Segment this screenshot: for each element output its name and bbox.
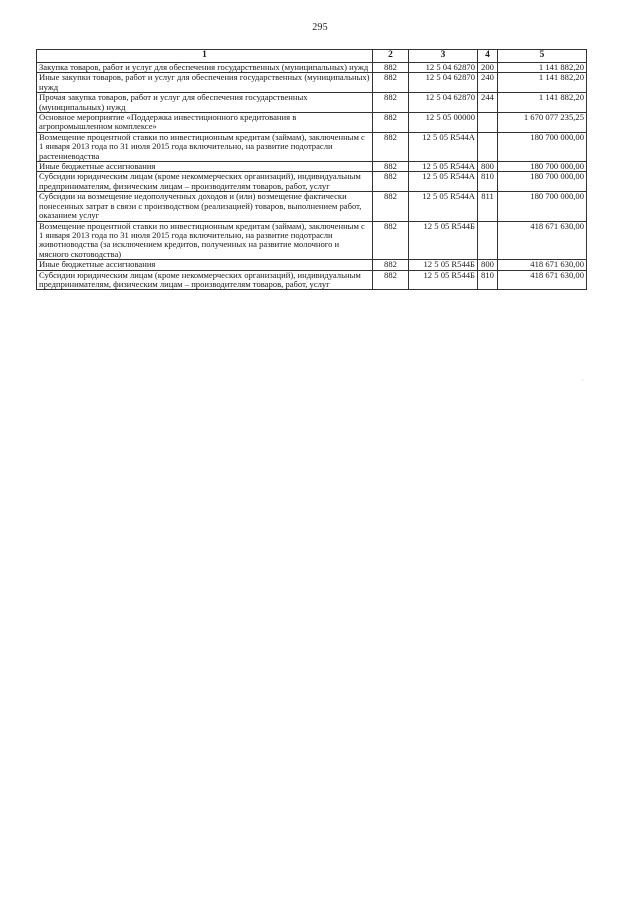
budget-table (36, 49, 587, 290)
row-csr-cell: 12 5 05 R544Б (409, 270, 478, 290)
table-row (37, 192, 587, 221)
row-vr-cell (478, 113, 498, 133)
row-sum-cell: 180 700 000,00 (498, 172, 587, 192)
row-name-cell: Основное мероприятие «Поддержка инвестиционного кредитования в агропромышленном комплексе» (37, 113, 373, 133)
row-name-cell: Иные закупки товаров, работ и услуг для обеспечения государственных (муниципальных) нужд (37, 73, 373, 93)
table-row (37, 132, 587, 161)
row-sum-cell: 1 141 882,20 (498, 63, 587, 73)
table-row (37, 260, 587, 270)
row-name-cell: Иные бюджетные ассигнования (37, 162, 373, 172)
row-sum-cell: 418 671 630,00 (498, 270, 587, 290)
row-name-cell: Субсидии юридическим лицам (кроме некоммерческих организаций), индивидуальным предпринимателям, физическим лицам – производителям товаров, работ, услуг (37, 270, 373, 290)
table-header (37, 50, 587, 63)
row-sum-cell: 418 671 630,00 (498, 260, 587, 270)
row-sum-cell: 1 141 882,20 (498, 73, 587, 93)
row-csr-cell: 12 5 05 R544А (409, 192, 478, 221)
header-col-1: 1 (37, 50, 373, 63)
header-col-5: 5 (498, 50, 587, 63)
table-body (37, 63, 587, 290)
row-sum-cell: 418 671 630,00 (498, 221, 587, 260)
row-csr-cell: 12 5 05 R544А (409, 162, 478, 172)
row-sum-cell: 180 700 000,00 (498, 132, 587, 161)
row-name-cell: Иные бюджетные ассигнования (37, 260, 373, 270)
row-grbs-cell: 882 (373, 221, 409, 260)
table-row (37, 270, 587, 290)
row-grbs-cell: 882 (373, 162, 409, 172)
row-csr-cell: 12 5 05 00000 (409, 113, 478, 133)
row-grbs-cell: 882 (373, 192, 409, 221)
table-row (37, 93, 587, 113)
row-csr-cell: 12 5 05 R544А (409, 172, 478, 192)
row-grbs-cell: 882 (373, 73, 409, 93)
table-row (37, 63, 587, 73)
row-sum-cell: 180 700 000,00 (498, 192, 587, 221)
row-vr-cell: 240 (478, 73, 498, 93)
stray-mark: · (582, 378, 584, 384)
row-csr-cell: 12 5 04 62870 (409, 63, 478, 73)
table-row (37, 162, 587, 172)
row-name-cell: Прочая закупка товаров, работ и услуг для обеспечения государственных (муниципальных) нужд (37, 93, 373, 113)
row-grbs-cell: 882 (373, 93, 409, 113)
row-name-cell: Возмещение процентной ставки по инвестиционным кредитам (займам), заключенным с 1 января 2013 года по 31 июля 2015 года включительно, на развитие подотрасли растениеводства (37, 132, 373, 161)
row-grbs-cell: 882 (373, 270, 409, 290)
row-csr-cell: 12 5 04 62870 (409, 93, 478, 113)
row-csr-cell: 12 5 04 62870 (409, 73, 478, 93)
row-csr-cell: 12 5 05 R544А (409, 132, 478, 161)
row-grbs-cell: 882 (373, 172, 409, 192)
row-grbs-cell: 882 (373, 113, 409, 133)
row-csr-cell: 12 5 05 R544Б (409, 260, 478, 270)
row-sum-cell: 1 141 882,20 (498, 93, 587, 113)
row-vr-cell: 244 (478, 93, 498, 113)
row-vr-cell: 800 (478, 162, 498, 172)
table-row (37, 172, 587, 192)
table-row (37, 113, 587, 133)
page-number: 295 (312, 22, 328, 33)
row-vr-cell (478, 132, 498, 161)
row-vr-cell: 800 (478, 260, 498, 270)
row-vr-cell (478, 221, 498, 260)
row-grbs-cell: 882 (373, 132, 409, 161)
row-sum-cell: 1 670 077 235,25 (498, 113, 587, 133)
row-name-cell: Субсидии юридическим лицам (кроме некоммерческих организаций), индивидуальным предпринимателям, физическим лицам – производителям товаров, работ, услуг (37, 172, 373, 192)
row-name-cell: Субсидии на возмещение недополученных доходов и (или) возмещение фактически понесенных затрат в связи с производством (реализацией) товаров, выполнением работ, оказанием услуг (37, 192, 373, 221)
row-name-cell: Закупка товаров, работ и услуг для обеспечения государственных (муниципальных) нужд (37, 63, 373, 73)
table-row (37, 221, 587, 260)
row-vr-cell: 810 (478, 172, 498, 192)
row-vr-cell: 200 (478, 63, 498, 73)
table-row (37, 73, 587, 93)
row-grbs-cell: 882 (373, 63, 409, 73)
header-col-3: 3 (409, 50, 478, 63)
row-name-cell: Возмещение процентной ставки по инвестиционным кредитам (займам), заключенным с 1 января 2013 года по 31 июля 2015 года включительно, на развитие подотрасли животноводства (за исключением кредитов, полученных на развитие молочного и мясного скотоводства) (37, 221, 373, 260)
row-grbs-cell: 882 (373, 260, 409, 270)
row-vr-cell: 810 (478, 270, 498, 290)
header-row (37, 50, 587, 63)
header-col-4: 4 (478, 50, 498, 63)
row-csr-cell: 12 5 05 R544Б (409, 221, 478, 260)
row-sum-cell: 180 700 000,00 (498, 162, 587, 172)
header-col-2: 2 (373, 50, 409, 63)
row-vr-cell: 811 (478, 192, 498, 221)
